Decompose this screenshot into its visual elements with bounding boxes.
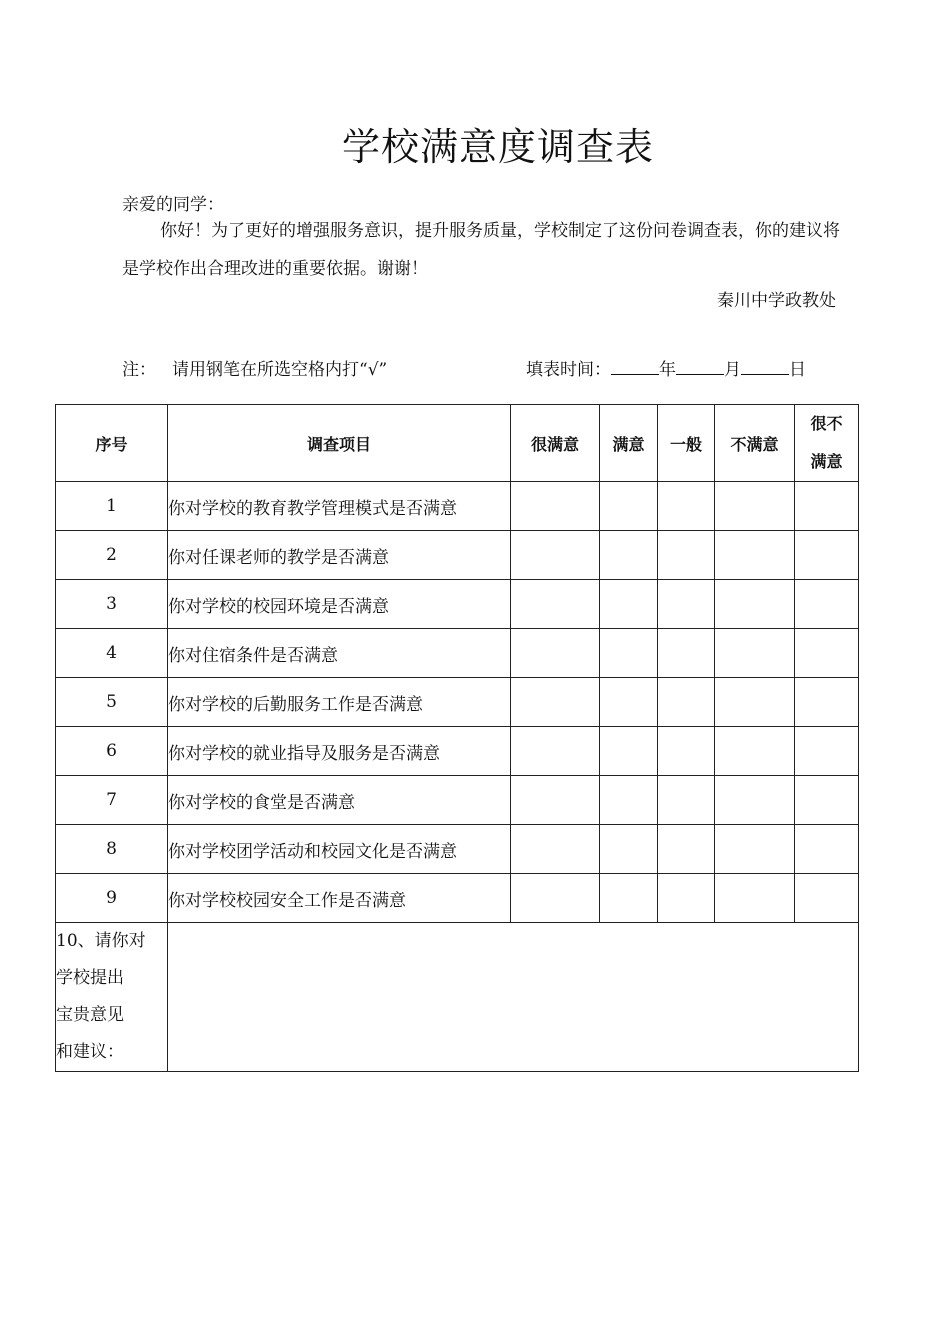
cell-very-satisfied[interactable] [511,678,600,727]
cell-dissatisfied[interactable] [715,776,795,825]
cell-dissatisfied[interactable] [715,482,795,531]
cell-satisfied[interactable] [600,629,658,678]
note-line [122,355,852,380]
cell-very-satisfied[interactable] [511,629,600,678]
row-number: 2 [56,531,168,580]
cell-satisfied[interactable] [600,727,658,776]
intro-paragraph: 你好！为了更好的增强服务意识，提升服务质量，学校制定了这份问卷调查表，你的建议将是学校作出合理改进的重要依据。谢谢！ [122,221,840,279]
suggestion-label-line: 10、请你对 [56,931,146,951]
cell-satisfied[interactable] [600,825,658,874]
header-row [56,405,859,482]
cell-average[interactable] [658,874,715,923]
row-number: 7 [56,776,168,825]
cell-satisfied[interactable] [600,531,658,580]
cell-dissatisfied[interactable] [715,580,795,629]
header-very-dissatisfied-line1: 很不 [810,414,843,433]
fill-time-area [526,355,806,380]
row-item: 你对学校的食堂是否满意 [168,776,511,825]
table-row [56,874,859,923]
cell-very-satisfied[interactable] [511,482,600,531]
header-dissatisfied: 不满意 [715,405,795,482]
day-blank[interactable] [741,357,789,375]
header-very-dissatisfied [795,405,859,482]
survey-table [55,404,859,1072]
cell-average[interactable] [658,776,715,825]
cell-very-dissatisfied[interactable] [795,482,859,531]
header-item: 调查项目 [168,405,511,482]
cell-satisfied[interactable] [600,482,658,531]
cell-very-satisfied[interactable] [511,727,600,776]
note-label: 注： [122,360,156,380]
table-row [56,727,859,776]
month-blank[interactable] [676,357,724,375]
cell-dissatisfied[interactable] [715,825,795,874]
cell-dissatisfied[interactable] [715,874,795,923]
table-row [56,580,859,629]
year-blank[interactable] [611,357,659,375]
table-row [56,482,859,531]
header-satisfied: 满意 [600,405,658,482]
row-item: 你对学校的就业指导及服务是否满意 [168,727,511,776]
cell-very-dissatisfied[interactable] [795,678,859,727]
cell-dissatisfied[interactable] [715,678,795,727]
day-label: 日 [789,360,806,380]
cell-very-dissatisfied[interactable] [795,629,859,678]
note-text: 请用钢笔在所选空格内打“√” [172,360,388,380]
table-row [56,776,859,825]
table-row [56,825,859,874]
suggestion-row [56,923,859,1072]
cell-average[interactable] [658,825,715,874]
cell-very-dissatisfied[interactable] [795,580,859,629]
suggestion-label [56,923,168,1072]
header-very-satisfied: 很满意 [511,405,600,482]
cell-satisfied[interactable] [600,678,658,727]
header-number: 序号 [56,405,168,482]
row-item: 你对学校的教育教学管理模式是否满意 [168,482,511,531]
suggestion-label-line: 学校提出 [56,968,124,988]
cell-satisfied[interactable] [600,776,658,825]
row-item: 你对学校的后勤服务工作是否满意 [168,678,511,727]
cell-average[interactable] [658,531,715,580]
cell-very-dissatisfied[interactable] [795,776,859,825]
row-item: 你对住宿条件是否满意 [168,629,511,678]
cell-very-dissatisfied[interactable] [795,874,859,923]
page-title: 学校满意度调查表 [341,125,654,169]
suggestion-label-line: 和建议： [56,1042,124,1062]
cell-average[interactable] [658,629,715,678]
cell-average[interactable] [658,580,715,629]
header-average: 一般 [658,405,715,482]
row-item: 你对学校团学活动和校园文化是否满意 [168,825,511,874]
cell-very-satisfied[interactable] [511,531,600,580]
year-label: 年 [659,360,676,380]
row-number: 4 [56,629,168,678]
fill-time-label: 填表时间： [526,360,611,380]
cell-very-satisfied[interactable] [511,776,600,825]
cell-average[interactable] [658,727,715,776]
suggestion-label-line: 宝贵意见 [56,1005,124,1025]
cell-dissatisfied[interactable] [715,727,795,776]
cell-very-satisfied[interactable] [511,825,600,874]
row-number: 9 [56,874,168,923]
cell-very-satisfied[interactable] [511,580,600,629]
row-number: 6 [56,727,168,776]
table-row [56,531,859,580]
row-number: 5 [56,678,168,727]
cell-very-dissatisfied[interactable] [795,531,859,580]
row-number: 3 [56,580,168,629]
cell-very-dissatisfied[interactable] [795,727,859,776]
cell-average[interactable] [658,678,715,727]
row-number: 8 [56,825,168,874]
cell-average[interactable] [658,482,715,531]
row-item: 你对学校的校园环境是否满意 [168,580,511,629]
cell-very-satisfied[interactable] [511,874,600,923]
cell-dissatisfied[interactable] [715,531,795,580]
greeting: 亲爱的同学： [122,195,224,215]
signature: 秦川中学政教处 [717,291,836,311]
table-row [56,629,859,678]
cell-satisfied[interactable] [600,874,658,923]
row-number: 1 [56,482,168,531]
cell-very-dissatisfied[interactable] [795,825,859,874]
suggestion-input-area[interactable] [168,923,859,1072]
row-item: 你对任课老师的教学是否满意 [168,531,511,580]
cell-dissatisfied[interactable] [715,629,795,678]
row-item: 你对学校校园安全工作是否满意 [168,874,511,923]
month-label: 月 [724,360,741,380]
table-row [56,678,859,727]
cell-satisfied[interactable] [600,580,658,629]
header-very-dissatisfied-line2: 满意 [810,452,843,471]
